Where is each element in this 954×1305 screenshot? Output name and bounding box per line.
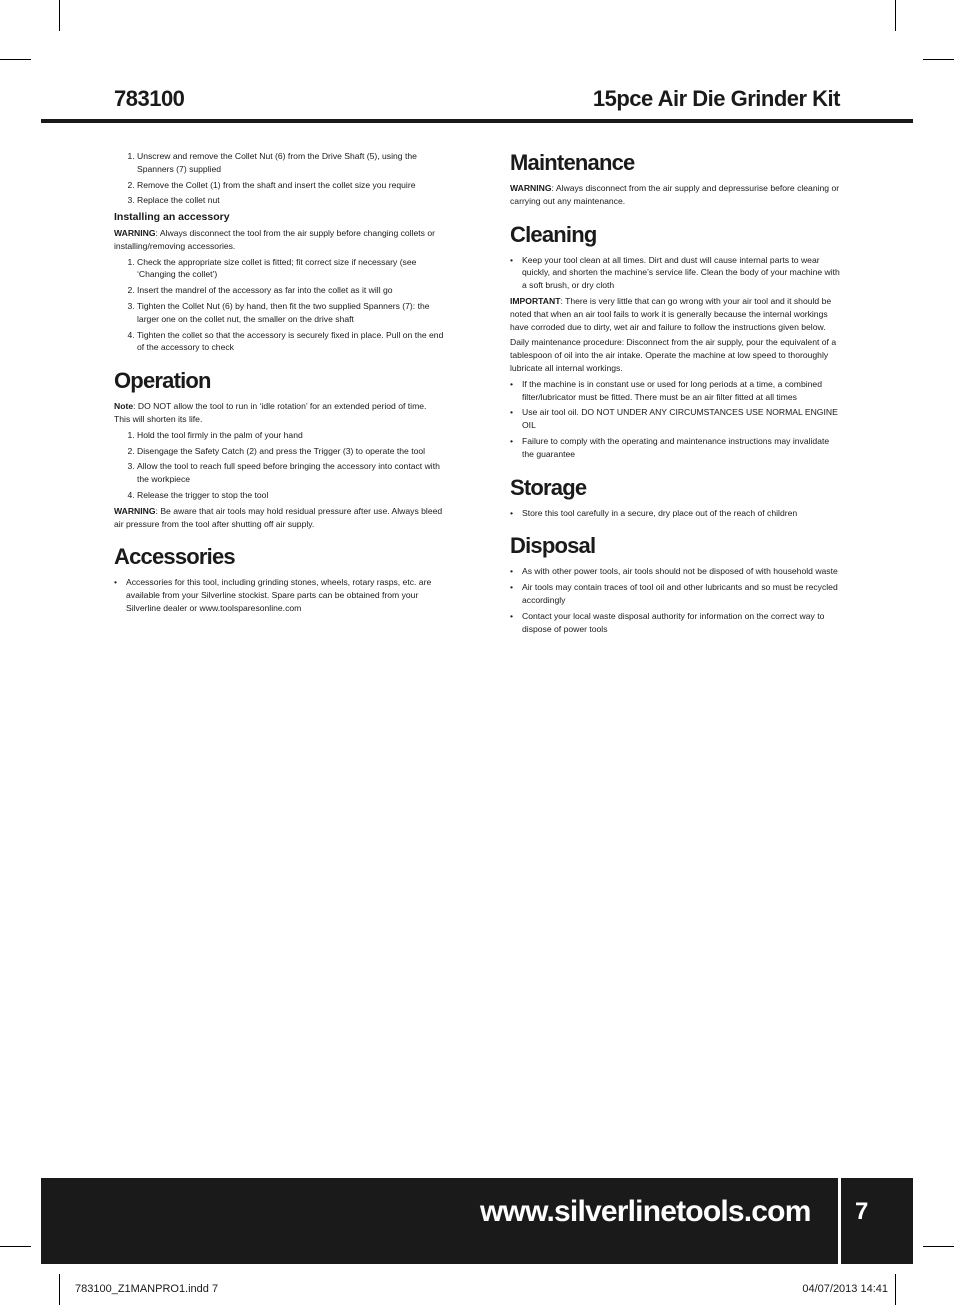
list-item (510, 406, 842, 432)
installing-steps-list (114, 256, 444, 355)
list-item-text: Disengage the Safety Catch (2) and press the Trigger (3) to operate the tool (137, 445, 426, 456)
list-item (137, 194, 444, 207)
list-item (137, 300, 444, 326)
list-item (510, 378, 842, 404)
bullet-icon: • (510, 254, 514, 265)
warning-label: WARNING (114, 227, 156, 238)
storage-title: Storage (510, 474, 587, 500)
list-item (510, 254, 842, 292)
daily-maintenance-text: Daily maintenance procedure: Disconnect from the air supply, pour the equivalent of a tablespoon of oil into the air intake. Operate the machine at low speed to thoroughly lubricate all internal workings. (510, 337, 837, 373)
bullet-icon: • (510, 407, 514, 418)
storage-list (510, 507, 842, 520)
list-item-text: Tighten the collet so that the accessory is securely fixed in place. Pull on the end of the accessory to check (137, 329, 444, 353)
warning-text: : Always disconnect the tool from the air supply before changing collets or installing/removing accessories. (114, 227, 435, 251)
list-item-text: If the machine is in constant use or used for long periods at a time, a combined filter/lubricator must be fitted. There must be an air filter fitted at all times (522, 378, 822, 402)
operation-warning (114, 505, 444, 531)
list-item (137, 179, 444, 192)
list-item (510, 435, 842, 461)
product-code: 783100 (114, 86, 185, 111)
list-item-text: Hold the tool firmly in the palm of your hand (137, 429, 303, 440)
crop-mark (59, 1274, 60, 1305)
maintenance-warning (510, 182, 842, 208)
bullet-icon: • (510, 610, 514, 621)
list-item (137, 429, 444, 442)
list-item-text: Store this tool carefully in a secure, dry place out of the reach of children (522, 507, 798, 518)
footer-divider (838, 1178, 841, 1264)
accessories-list (114, 576, 444, 614)
maintenance-list (510, 378, 842, 461)
crop-mark (895, 0, 896, 31)
list-item-text: As with other power tools, air tools should not be disposed of with household waste (522, 566, 838, 577)
right-column (510, 150, 842, 638)
bullet-icon: • (114, 577, 118, 588)
list-item-text: Use air tool oil. DO NOT UNDER ANY CIRCUMSTANCES USE NORMAL ENGINE OIL (522, 407, 838, 431)
website-url[interactable]: www.silverlinetools.com (480, 1195, 811, 1228)
crop-mark (923, 1246, 954, 1247)
list-item-text: Unscrew and remove the Collet Nut (6) from the Drive Shaft (5), using the Spanners (7) supplied (137, 151, 417, 174)
page-number: 7 (855, 1198, 869, 1225)
warning-label: WARNING (114, 505, 156, 516)
important-label: IMPORTANT (510, 295, 561, 306)
crop-mark (0, 1246, 31, 1247)
list-item (510, 507, 842, 520)
header-rule (41, 119, 913, 123)
list-item-text: Accessories for this tool, including grinding stones, wheels, rotary rasps, etc. are available from your Silverline stockist. Spare parts can be obtained from your Silverline dealer or www.toolsparesonline.com (126, 577, 432, 613)
disposal-list (510, 565, 842, 635)
print-slug-date: 04/07/2013 14:41 (802, 1283, 888, 1295)
list-item-text: Contact your local waste disposal authority for information on the correct way to dispose of power tools (522, 610, 825, 634)
list-item-text: Check the appropriate size collet is fitted; fit correct size if necessary (see ‘Changing the collet’) (137, 256, 417, 280)
list-item (137, 329, 444, 355)
list-item (137, 460, 444, 486)
list-item (510, 565, 842, 578)
maintenance-title: Maintenance (510, 150, 635, 175)
installing-heading: Installing an accessory (114, 211, 230, 224)
list-item-text: Tighten the Collet Nut (6) by hand, then fit the two supplied Spanners (7): the larger one on the collet nut, the smaller on the drive shaft (137, 300, 430, 324)
page-title: 15pce Air Die Grinder Kit (592, 86, 840, 111)
list-item-text: Insert the mandrel of the accessory as far into the collet as it will go (137, 285, 393, 296)
print-slug-file: 783100_Z1MANPRO1.indd 7 (75, 1283, 219, 1295)
accessories-title: Accessories (114, 544, 235, 570)
warning-text: : Always disconnect from the air supply and depressurise before cleaning or carrying out any maintenance. (510, 183, 840, 206)
list-item-text: Release the trigger to stop the tool (137, 489, 269, 500)
installing-warning (114, 227, 444, 253)
crop-mark (923, 59, 954, 60)
list-item-text: Air tools may contain traces of tool oil and other lubricants and so must be recycled accordingly (522, 582, 838, 605)
cleaning-list (510, 254, 842, 292)
bullet-icon: • (510, 566, 514, 577)
bullet-icon: • (510, 507, 514, 518)
disposal-title: Disposal (510, 533, 596, 559)
list-item (137, 489, 444, 502)
crop-mark (59, 0, 60, 31)
list-item-text: Keep your tool clean at all times. Dirt and dust will cause internal parts to wear quickly, and shorten the machine’s service life. Clean the body of your machine with a soft brush, or dry cloth (522, 254, 840, 291)
note-text: : DO NOT allow the tool to run in ‘idle rotation’ for an extended period of time. This will shorten its life. (114, 401, 427, 424)
list-item (137, 284, 444, 297)
collet-steps-list (114, 150, 444, 207)
list-item (137, 445, 444, 458)
left-column (114, 150, 444, 618)
list-item (114, 576, 444, 614)
list-item-text: Replace the collet nut (137, 195, 220, 206)
bullet-icon: • (510, 378, 514, 389)
cleaning-title: Cleaning (510, 221, 597, 247)
important-note (510, 295, 842, 333)
bullet-icon: • (510, 582, 514, 593)
list-item-text: Allow the tool to reach full speed before bringing the accessory into contact with the workpiece (137, 461, 440, 485)
crop-mark (895, 1274, 896, 1305)
warning-text: : Be aware that air tools may hold residual pressure after use. Always bleed air pressure from the tool after shutting off air supply. (114, 505, 443, 529)
list-item (510, 581, 842, 607)
list-item-text: Failure to comply with the operating and maintenance instructions may invalidate the guarantee (522, 435, 830, 459)
operation-title: Operation (114, 368, 211, 394)
operation-note (114, 400, 444, 426)
note-label: Note (114, 401, 134, 412)
bullet-icon: • (510, 435, 514, 446)
warning-label: WARNING (510, 183, 552, 193)
list-item-text: Remove the Collet (1) from the shaft and insert the collet size you require (137, 179, 416, 190)
list-item (137, 150, 444, 176)
list-item (137, 256, 444, 282)
important-text: : There is very little that can go wrong with your air tool and it should be noted that when an air tool fails to work it is generally because the internal workings have corroded due to dirty, wet air and failure to follow the instructions given below. (510, 295, 832, 332)
list-item (510, 610, 842, 636)
crop-mark (0, 59, 31, 60)
operation-steps-list (114, 429, 444, 502)
